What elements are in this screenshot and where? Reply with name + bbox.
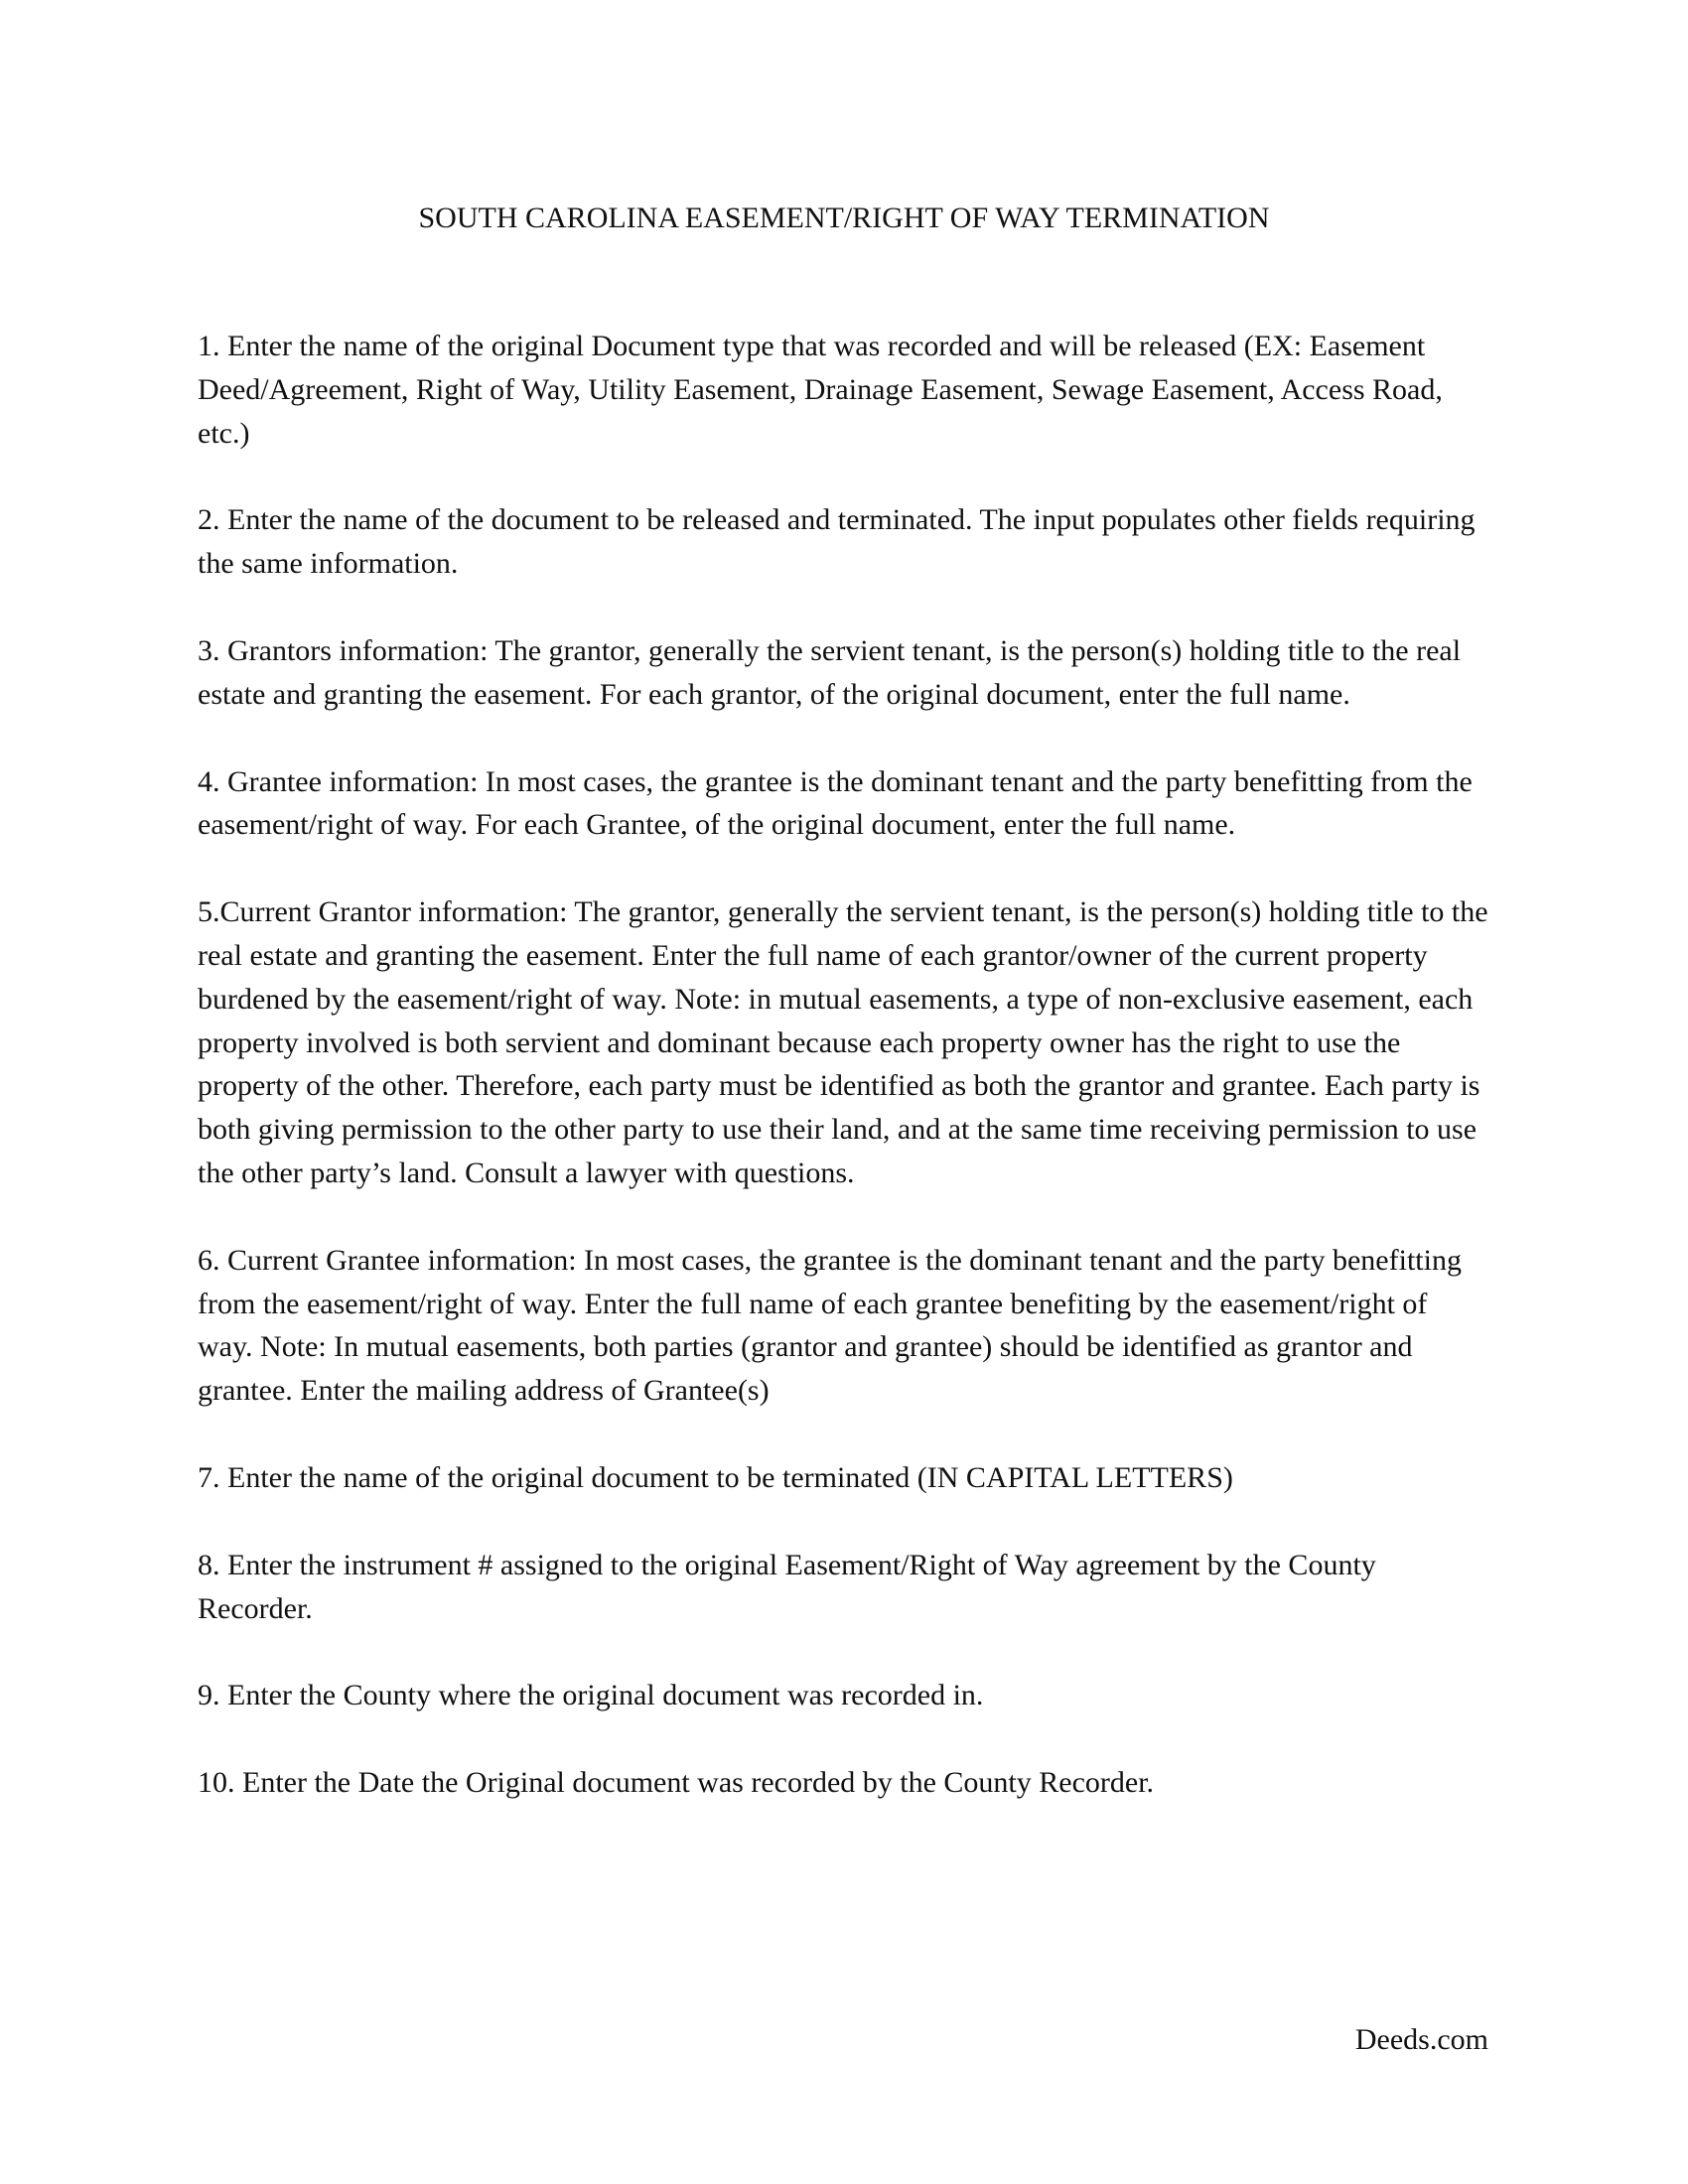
- instruction-item-2: 2. Enter the name of the document to be released and terminated. The input populates other fields requiring the same information.: [198, 503, 1476, 581]
- instruction-item-3: 3. Grantors information: The grantor, generally the servient tenant, is the person(s) holding title to the real estate and granting the easement. For each grantor, of the original document, enter the full name.: [198, 633, 1462, 711]
- instruction-item-7: 7. Enter the name of the original document to be terminated (IN CAPITAL LETTERS): [198, 1460, 1233, 1494]
- footer-brand: Deeds.com: [1354, 2023, 1488, 2056]
- instructions-list: [198, 325, 1488, 1848]
- document-title: SOUTH CAROLINA EASEMENT/RIGHT OF WAY TERMINATION: [418, 202, 1270, 234]
- instruction-item-1: 1. Enter the name of the original Document type that was recorded and will be released (EX: Easement Deed/Agreement, Right of Way, Utility Easement, Drainage Easement, Sewage Easement, Access Road, etc.): [198, 330, 1443, 450]
- instruction-item-8: 8. Enter the instrument # assigned to the original Easement/Right of Way agreement by the County Recorder.: [198, 1548, 1376, 1625]
- instruction-item-4: 4. Grantee information: In most cases, the grantee is the dominant tenant and the party benefitting from the easement/right of way. For each Grantee, of the original document, enter the full name.: [198, 764, 1473, 842]
- instruction-item-9: 9. Enter the County where the original document was recorded in.: [198, 1679, 984, 1712]
- instruction-item-5: 5.Current Grantor information: The grantor, generally the servient tenant, is the person(s) holding title to the real estate and granting the easement. Enter the full name of each grantor/owner of the current property burdened by the easement/right of way. Note: in mutual easements, a type of non-exclusive easement, each property involved is both servient and dominant because each property owner has the right to use the property of the other. Therefore, each party must be identified as both the grantor and grantee. Each party is both giving permission to the other party to use their land, and at the same time receiving permission to use the other party’s land. Consult a lawyer with questions.: [198, 895, 1488, 1189]
- instruction-item-10: 10. Enter the Date the Original document was recorded by the County Recorder.: [198, 1766, 1155, 1800]
- instruction-item-6: 6. Current Grantee information: In most cases, the grantee is the dominant tenant and the party benefitting from the easement/right of way. Enter the full name of each grantee benefiting by the easement/right of way. Note: In mutual easements, both parties (grantor and grantee) should be identified as grantor and grantee. Enter the mailing address of Grantee(s): [198, 1243, 1462, 1408]
